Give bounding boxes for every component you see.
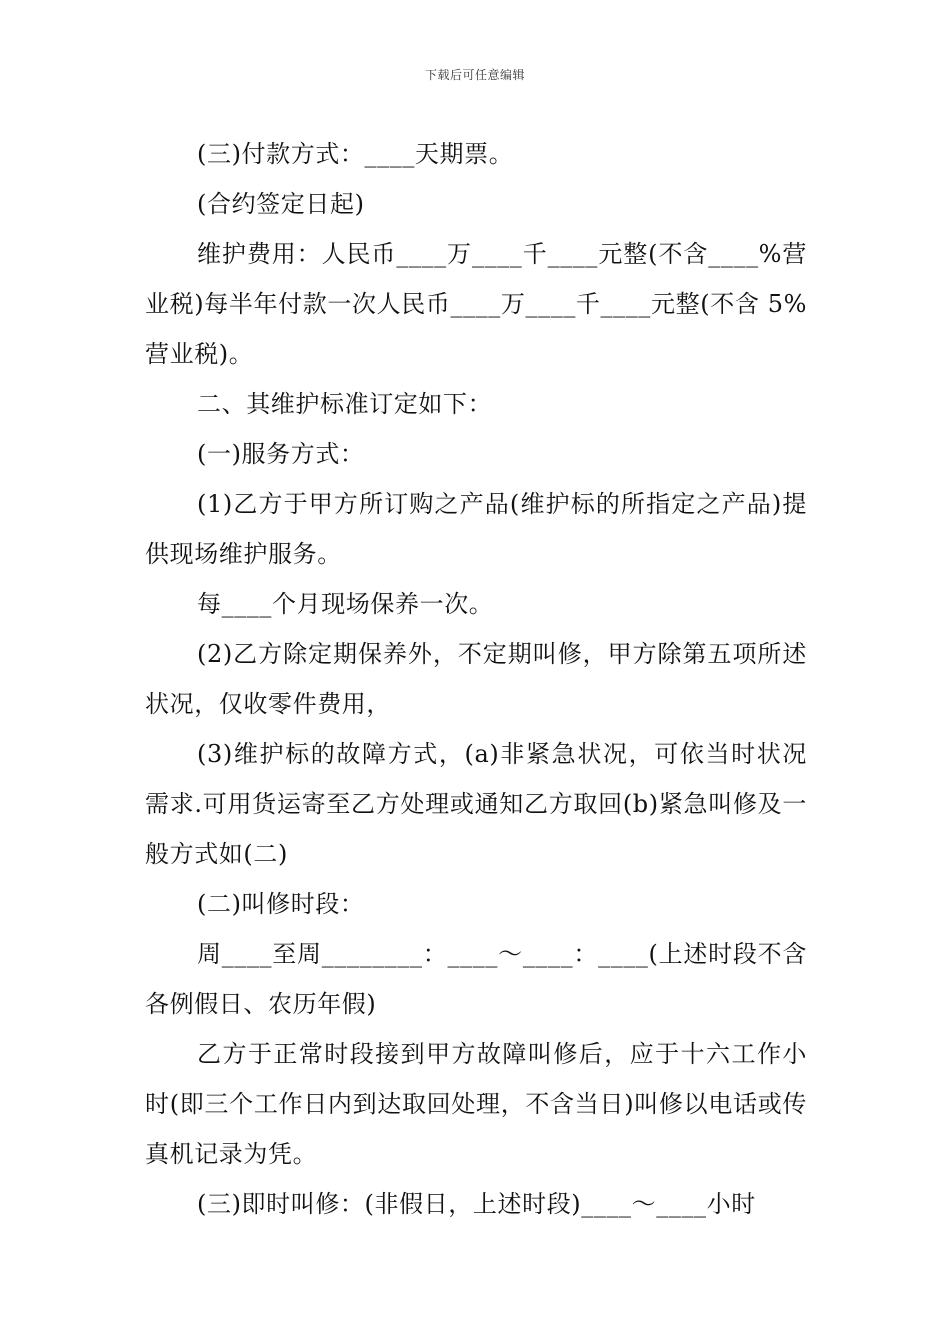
paragraph-maintenance-fee: 维护费用：人民币____万____千____元整(不含____%营业税)每半年付款一次人民币____万____千____元整(不含 5%营业税)。: [145, 240, 807, 368]
paragraph-repair-hours: 周____至周________：____～____：____(上述时段不含各例假日、农历年假): [145, 940, 807, 1018]
paragraph-contract-date: (合约签定日起): [197, 190, 365, 218]
paragraph-immediate-repair: (三)即时叫修：(非假日，上述时段)____～____小时: [197, 1190, 756, 1218]
paragraph-payment-method: (三)付款方式：____天期票。: [197, 140, 514, 168]
paragraph-monthly-maintenance: 每____个月现场保养一次。: [197, 590, 494, 618]
paragraph-onsite-service: (1)乙方于甲方所订购之产品(维护标的所指定之产品)提供现场维护服务。: [145, 490, 807, 568]
paragraph-irregular-repair: (2)乙方除定期保养外，不定期叫修，甲方除第五项所述状况，仅收零件费用，: [145, 640, 807, 718]
paragraph-response-time: 乙方于正常时段接到甲方故障叫修后，应于十六工作小时(即三个工作日内到达取回处理，不含当日)叫修以电话或传真机记录为凭。: [145, 1040, 807, 1168]
paragraph-failure-handling: (3)维护标的故障方式，(a)非紧急状况，可依当时状况需求.可用货运寄至乙方处理或通知乙方取回(b)紧急叫修及一般方式如(二): [145, 740, 807, 868]
paragraph-service-method: (一)服务方式：: [197, 440, 365, 468]
paragraph-repair-hours-heading: (二)叫修时段：: [197, 890, 365, 918]
page-header-note: 下载后可任意编辑: [424, 68, 525, 82]
paragraph-section-two-heading: 二、其维护标准订定如下：: [197, 390, 493, 418]
document-body: [145, 129, 807, 1229]
